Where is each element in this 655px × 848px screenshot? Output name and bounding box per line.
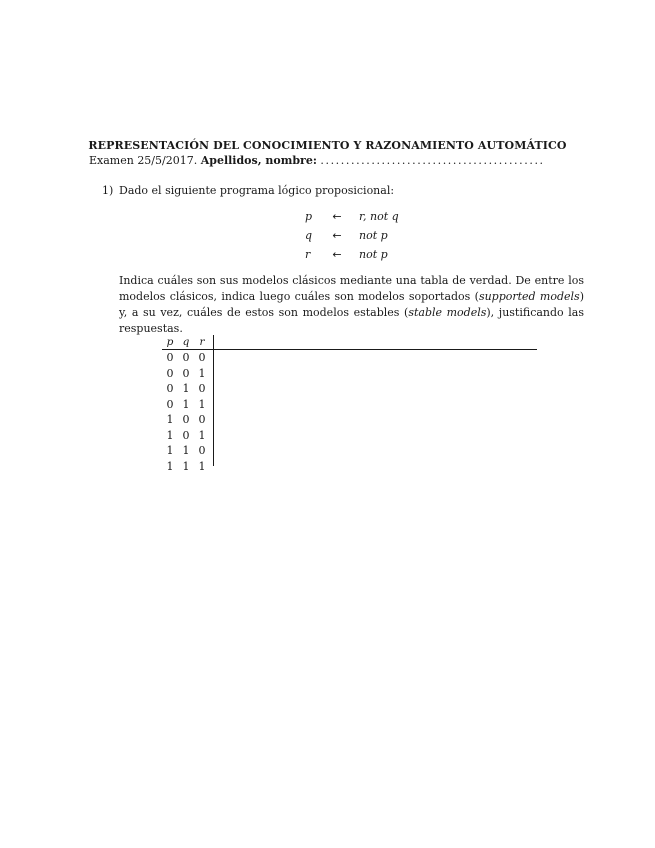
cell-r: 0 — [198, 413, 206, 427]
cell-p: 0 — [166, 382, 174, 396]
table-row — [162, 366, 210, 382]
header-q: q — [182, 336, 190, 348]
table-row — [162, 428, 210, 444]
cell-r: 1 — [198, 397, 206, 411]
left-arrow-icon: ← — [332, 248, 342, 261]
header-p: p — [166, 336, 174, 348]
rule-body — [351, 229, 388, 242]
cell-q: 0 — [182, 366, 190, 380]
question-statement — [119, 273, 584, 337]
rule-body — [351, 210, 399, 223]
question-intro: Dado el siguiente programa lógico proposicional: — [119, 184, 395, 197]
table-row — [162, 412, 210, 428]
rule-head: p — [305, 210, 313, 223]
program-rule — [305, 207, 399, 226]
table-header-rule — [162, 349, 537, 350]
cell-q: 0 — [182, 351, 190, 365]
table-row — [162, 350, 210, 366]
rule-body — [351, 248, 388, 261]
cell-r: 0 — [198, 382, 206, 396]
exam-date: Examen 25/5/2017. — [89, 154, 198, 167]
left-arrow-icon: ← — [332, 210, 342, 223]
rule-body-negation: not p — [359, 229, 388, 242]
supported-models-term: supported models — [478, 290, 580, 303]
rule-body-negation: not q — [370, 210, 399, 223]
cell-q: 1 — [182, 382, 190, 396]
cell-p: 1 — [166, 413, 174, 427]
cell-q: 1 — [182, 397, 190, 411]
cell-r: 1 — [198, 428, 206, 442]
table-row — [162, 443, 210, 459]
rule-body-negation: not p — [359, 248, 388, 261]
cell-r: 1 — [198, 366, 206, 380]
program-rule — [305, 226, 399, 245]
cell-p: 1 — [166, 428, 174, 442]
cell-q: 1 — [182, 444, 190, 458]
statement-text: ), justificando las respuestas. — [119, 306, 584, 335]
rule-head: r — [305, 248, 311, 261]
exam-info-line — [89, 154, 545, 167]
question-number: 1) — [102, 184, 114, 197]
table-row — [162, 397, 210, 413]
table-row — [162, 459, 210, 475]
program-rule — [305, 245, 399, 264]
cell-r: 1 — [198, 459, 206, 473]
cell-p: 1 — [166, 444, 174, 458]
cell-p: 1 — [166, 459, 174, 473]
cell-p: 0 — [166, 397, 174, 411]
exam-title: REPRESENTACIÓN DEL CONOCIMIENTO Y RAZONAMIENTO AUTOMÁTICO — [88, 139, 567, 152]
left-arrow-icon: ← — [332, 229, 342, 242]
cell-r: 0 — [198, 444, 206, 458]
statement-text: ) y, a su vez, cuáles de estos son modelos estables ( — [119, 290, 584, 319]
table-row — [162, 381, 210, 397]
rule-head: q — [305, 229, 313, 242]
cell-q: 1 — [182, 459, 190, 473]
truth-table-header — [162, 335, 210, 349]
logic-program — [305, 207, 399, 264]
rule-body-atom: r, — [359, 210, 371, 223]
header-r: r — [199, 336, 205, 348]
cell-r: 0 — [198, 351, 206, 365]
name-label: Apellidos, nombre: — [200, 154, 317, 167]
truth-table-body — [162, 350, 210, 474]
table-column-rule — [213, 335, 214, 466]
cell-q: 0 — [182, 428, 190, 442]
truth-table — [162, 335, 210, 474]
cell-q: 0 — [182, 413, 190, 427]
name-fill-dots: ............................................ — [320, 154, 545, 167]
cell-p: 0 — [166, 366, 174, 380]
cell-p: 0 — [166, 351, 174, 365]
stable-models-term: stable models — [408, 306, 487, 319]
statement-text: Indica cuáles son sus modelos clásicos mediante una tabla de verdad. De entre los modelos clásicos, indica luego cuáles son modelos soportados ( — [119, 274, 584, 303]
